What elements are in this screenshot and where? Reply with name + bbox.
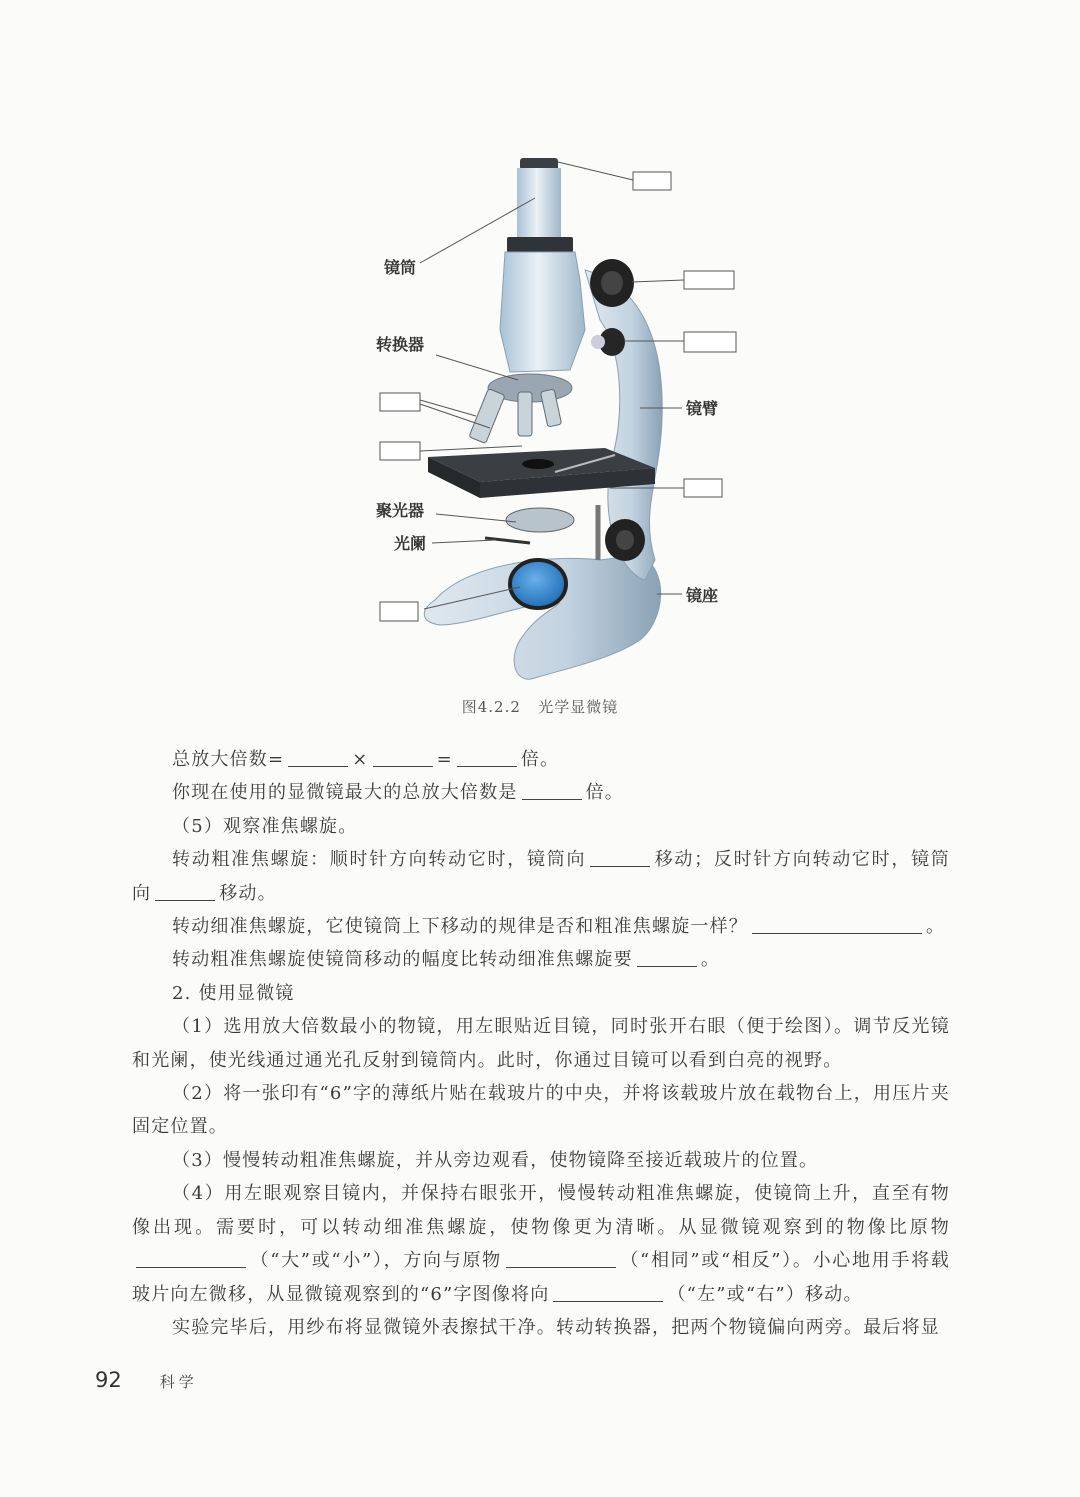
- range-text: 转动粗准焦螺旋使镜筒移动的幅度比转动细准焦螺旋要: [172, 949, 633, 971]
- blank-move-direction[interactable]: [553, 1281, 663, 1302]
- period: 。: [926, 916, 946, 938]
- blank-label-clip: [684, 479, 722, 497]
- figure-caption: [0, 696, 1080, 717]
- label-tube: 镜筒: [384, 258, 417, 277]
- blank-max-magnification[interactable]: [522, 779, 582, 800]
- coarse-knob-paragraph: [132, 843, 950, 910]
- p4-text-b: （“大”或“小”），方向与原物: [250, 1250, 502, 1272]
- label-base: 镜座: [686, 586, 719, 605]
- max-magnification-line: [132, 776, 950, 809]
- move-text: 移动。: [219, 882, 277, 904]
- tube-body: [500, 252, 585, 372]
- blank-label-mirror: [380, 602, 418, 621]
- caption-title: 光学显微镜: [538, 698, 619, 716]
- blank-range-answer[interactable]: [637, 946, 697, 967]
- magnification-formula: [132, 743, 950, 776]
- blank-size[interactable]: [136, 1247, 246, 1268]
- page-number: 92: [95, 1368, 122, 1392]
- unit-bei: 倍。: [520, 749, 560, 770]
- paragraph-3: （3）慢慢转动粗准焦螺旋，并从旁边观看，使物镜降至接近载玻片的位置。: [172, 1149, 819, 1171]
- coarse-counter-text: 移动；反时针方向转动它时，镜筒向: [132, 849, 951, 904]
- paragraph-2: （2）将一张印有“6”字的薄纸片贴在载玻片的中央，并将该载玻片放在载物台上，用压片夹固定位置。: [132, 1083, 950, 1138]
- blank-clockwise-direction[interactable]: [590, 846, 650, 867]
- period-2: 。: [700, 949, 721, 971]
- p4-text-c: （“相同”或“相反”）。小心地用手将载玻片向左微移，从显微镜观察到的“6”字图像将向: [132, 1250, 950, 1305]
- label-diaphragm: 光阑: [394, 534, 427, 553]
- paragraph-1: （1）选用放大倍数最小的物镜，用左眼贴近目镜，同时张开右眼（便于绘图）。调节反光镜和光阑，使光线通过通光孔反射到镜筒内。此时，你通过目镜可以看到白亮的视野。: [132, 1016, 950, 1071]
- blank-fine-knob-answer[interactable]: [752, 913, 922, 934]
- label-nosepiece: 转换器: [376, 335, 425, 354]
- blank-eyepiece-power[interactable]: [288, 746, 348, 767]
- label-condenser: 聚光器: [376, 501, 425, 520]
- coarse-clockwise-text: 转动粗准焦螺旋：顺时针方向转动它时，镜筒向: [172, 849, 587, 871]
- paragraph-4: [132, 1177, 950, 1311]
- body-text: [132, 743, 950, 1344]
- blank-objective-power[interactable]: [373, 746, 433, 767]
- page-footer: [95, 1368, 198, 1392]
- blank-label-eyepiece: [633, 172, 671, 190]
- blank-counter-direction[interactable]: [155, 880, 215, 901]
- unit-bei-2: 倍。: [585, 782, 625, 804]
- max-mag-label: 你现在使用的显微镜最大的总放大倍数是: [172, 782, 518, 804]
- p4-text-d: （“左”或“右”）移动。: [667, 1283, 863, 1305]
- blank-label-coarse-knob: [684, 271, 734, 289]
- times-sign: ×: [352, 749, 369, 770]
- paragraph-5: 实验完毕后，用纱布将显微镜外表擦拭干净。转动转换器，把两个物镜偏向两旁。最后将显: [172, 1316, 940, 1338]
- equals-sign: =: [436, 749, 453, 770]
- step-5-heading: （5）观察准焦螺旋。: [172, 815, 358, 837]
- blank-label-fine-knob: [684, 332, 736, 352]
- mirror: [510, 560, 566, 608]
- blank-label-objective: [380, 393, 420, 411]
- fine-knob-text: 转动细准焦螺旋，它使镜筒上下移动的规律是否和粗准焦螺旋一样？: [172, 916, 748, 938]
- section-2-heading: 2. 使用显微镜: [172, 982, 295, 1004]
- label-arm: 镜臂: [686, 399, 719, 418]
- fine-knob-question: [132, 910, 950, 943]
- formula-label: 总放大倍数=: [172, 749, 285, 770]
- p4-text-a: （4）用左眼观察目镜内，并保持右眼张开，慢慢转动粗准焦螺旋，使镜筒上升，直至有物像出现。需要时，可以转动细准焦螺旋，使物像更为清晰。从显微镜观察到的物像比原物: [132, 1183, 950, 1238]
- subject-name: 科学: [159, 1373, 198, 1391]
- blank-orientation[interactable]: [506, 1247, 616, 1268]
- caption-number: 图4.2.2: [461, 698, 521, 716]
- microscope-figure: [0, 0, 1080, 740]
- blank-total-power[interactable]: [457, 746, 517, 767]
- blank-label-stage: [380, 442, 420, 460]
- range-comparison: [132, 943, 950, 976]
